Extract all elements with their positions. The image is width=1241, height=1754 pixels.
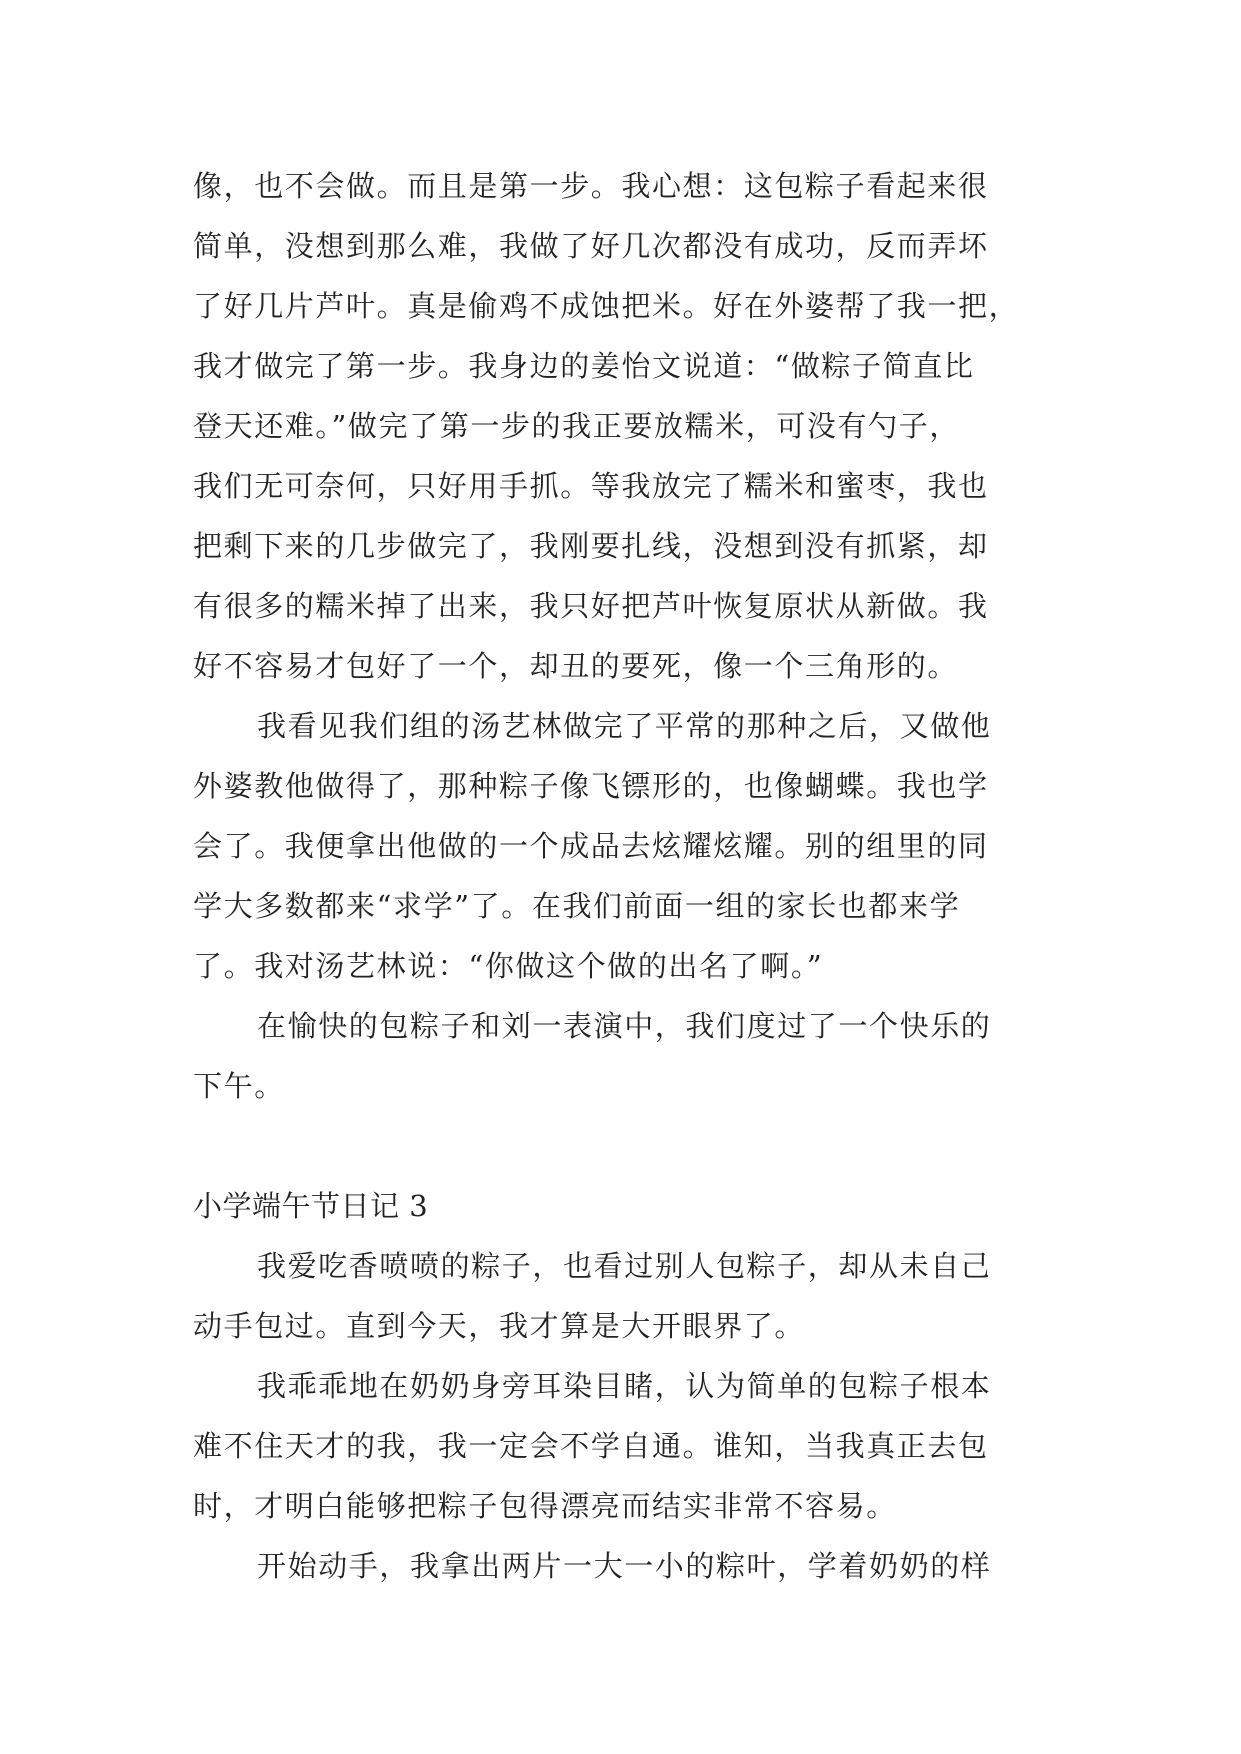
text-line: 会了。我便拿出他做的一个成品去炫耀炫耀。别的组里的同 [193,829,989,863]
paragraph [193,1536,1051,1596]
text-line: 了好几片芦叶。真是偷鸡不成蚀把米。好在外婆帮了我一把， [193,289,1020,323]
text-line: 有很多的糯米掉了出来，我只好把芦叶恢复原状从新做。我 [193,589,989,623]
paragraph-continuation [193,156,1051,696]
document-body [193,156,1051,1596]
paragraph [193,996,1051,1116]
text-line: 了。我对汤艺林说：“你做这个做的出名了啊。” [193,949,824,983]
text-line: 我乖乖地在奶奶身旁耳染目睹，认为简单的包粽子根本 [257,1369,992,1403]
text-line: 简单，没想到那么难，我做了好几次都没有成功，反而弄坏 [193,229,989,263]
text-line: 好不容易才包好了一个，却丑的要死，像一个三角形的。 [193,649,959,683]
text-line: 我们无可奈何，只好用手抓。等我放完了糯米和蜜枣，我也 [193,469,989,503]
text-line: 开始动手，我拿出两片一大一小的粽叶，学着奶奶的样 [257,1549,992,1583]
text-line: 像，也不会做。而且是第一步。我心想：这包粽子看起来很 [193,169,989,203]
text-line: 动手包过。直到今天，我才算是大开眼界了。 [193,1309,806,1343]
text-line: 时，才明白能够把粽子包得漂亮而结实非常不容易。 [193,1489,897,1523]
section-heading: 小学端午节日记 3 [193,1189,429,1223]
paragraph [193,696,1051,996]
text-line: 我爱吃香喷喷的粽子，也看过别人包粽子，却从未自己 [257,1249,992,1283]
text-line: 我看见我们组的汤艺林做完了平常的那种之后，又做他 [257,709,992,743]
paragraph [193,1356,1051,1536]
text-line: 在愉快的包粽子和刘一表演中，我们度过了一个快乐的 [257,1009,992,1043]
text-line: 难不住天才的我，我一定会不学自通。谁知，当我真正去包 [193,1429,989,1463]
text-line: 我才做完了第一步。我身边的姜怡文说道：“做粽子简直比 [193,349,975,383]
section-gap [193,1116,1051,1176]
text-line: 把剩下来的几步做完了，我刚要扎线，没想到没有抓紧，却 [193,529,989,563]
text-line: 登天还难。”做完了第一步的我正要放糯米，可没有勺子， [193,409,960,443]
text-line: 学大多数都来“求学”了。在我们前面一组的家长也都来学 [193,889,961,923]
text-line: 下午。 [193,1069,285,1103]
text-line: 外婆教他做得了，那种粽子像飞镖形的，也像蝴蝶。我也学 [193,769,989,803]
paragraph [193,1236,1051,1356]
